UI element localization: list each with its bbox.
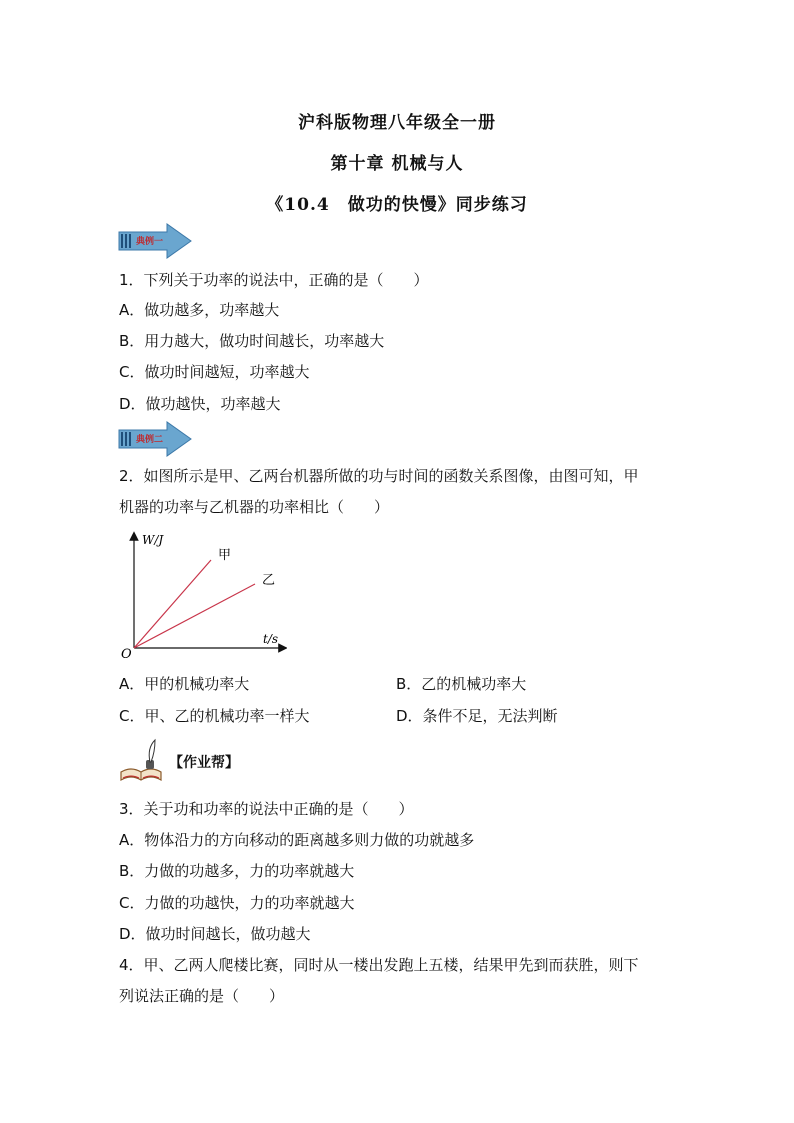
doc-title-chapter: 第十章 机械与人	[330, 154, 464, 174]
q3-option-c: C．力做的功越快，力的功率就越大	[119, 894, 355, 912]
line-jia	[134, 560, 211, 648]
y-axis-label: W/J	[142, 533, 164, 547]
book-quill-icon	[117, 738, 167, 788]
example-badge-2	[117, 421, 193, 457]
line-jia-label: 甲	[218, 548, 232, 563]
example-badge-1-label: 典例一	[136, 237, 164, 247]
q2-option-c: C．甲、乙的机械功率一样大	[119, 707, 310, 725]
q3-option-d: D．做功时间越长，做功越大	[119, 925, 311, 943]
q4-stem-line1: 4．甲、乙两人爬楼比赛，同时从一楼出发跑上五楼，结果甲先到而获胜，则下	[119, 956, 639, 974]
q3-option-b: B．力做的功越多，力的功率就越大	[119, 862, 355, 880]
q1-option-c: C．做功时间越短，功率越大	[119, 363, 310, 381]
homework-label: 【作业帮】	[169, 755, 239, 771]
work-time-graph-svg	[117, 530, 287, 660]
q2-option-a: A．甲的机械功率大	[119, 675, 250, 693]
q1-stem: 1．下列关于功率的说法中，正确的是（ ）	[119, 271, 429, 289]
q1-option-a: A．做功越多，功率越大	[119, 301, 280, 319]
origin-label: O	[121, 647, 132, 660]
q2-stem-line2: 机器的功率与乙机器的功率相比（ ）	[119, 498, 390, 516]
doc-title-book: 沪科版物理八年级全一册	[298, 113, 496, 133]
example-badge-1	[117, 223, 193, 259]
q2-option-d: D．条件不足，无法判断	[396, 707, 558, 725]
q3-option-a: A．物体沿力的方向移动的距离越多则力做的功就越多	[119, 831, 475, 849]
q2-option-b: B．乙的机械功率大	[396, 675, 527, 693]
q2-stem-line1: 2．如图所示是甲、乙两台机器所做的功与时间的函数关系图像，由图可知，甲	[119, 467, 639, 485]
homework-header	[117, 738, 257, 788]
line-yi-label: 乙	[262, 573, 276, 588]
q1-option-b: B．用力越大，做功时间越长，功率越大	[119, 332, 385, 350]
q1-option-d: D．做功越快，功率越大	[119, 395, 281, 413]
doc-title-lesson: 《10.4 做功的快慢》同步练习	[266, 195, 528, 215]
q3-stem: 3．关于功和功率的说法中正确的是（ ）	[119, 800, 414, 818]
x-axis-label: t/s	[263, 632, 279, 646]
line-yi	[134, 584, 255, 648]
work-time-graph	[117, 530, 287, 660]
q4-stem-line2: 列说法正确的是（ ）	[119, 987, 285, 1005]
example-badge-2-label: 典例二	[136, 435, 164, 445]
